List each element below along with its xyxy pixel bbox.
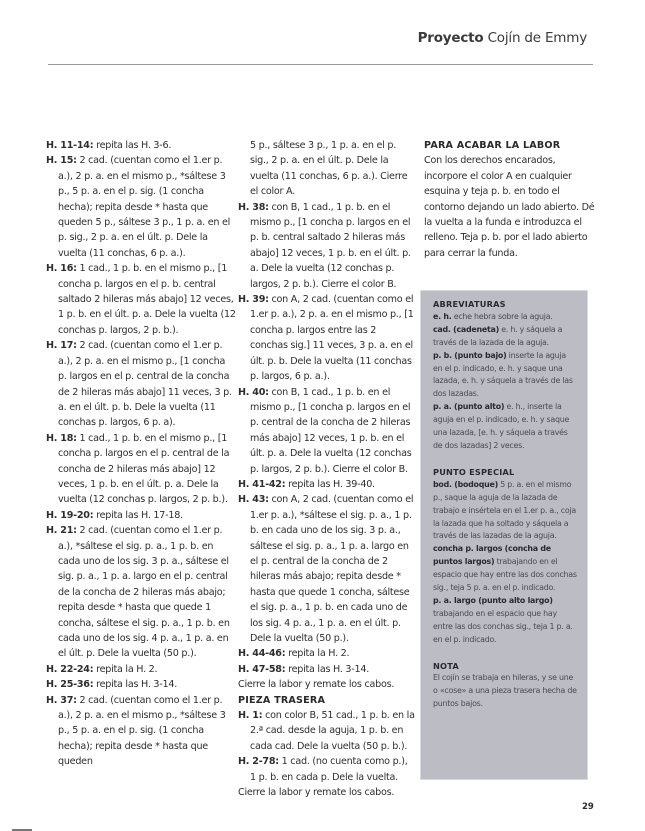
- page-number: 29: [582, 802, 594, 812]
- row-instruction: H. 1: con color B, 51 cad., 1 p. b. en la 2.ª cad. desde la aguja, 1 p. b. en cada cad. Dele la vuelta (50 p. b.).: [238, 710, 415, 752]
- special-stitch-entry: concha p. largos (concha de puntos largos) trabajando en el espacio que hay entre las dos conchas sig., teja 5 p. a. en el p. indicado.: [433, 544, 577, 593]
- row-instruction: H. 47-58: repita las H. 3-14.: [238, 663, 369, 675]
- row-instruction: H. 11-14: repita las H. 3-6.: [46, 140, 172, 151]
- row-instruction: H. 44-46: repita la H. 2.: [238, 648, 350, 660]
- note-heading: NOTA: [433, 660, 459, 671]
- header-title-bold: Proyecto: [417, 30, 484, 46]
- row-instruction: H. 16: 1 cad., 1 p. b. en el mismo p., [1 concha p. largos en el p. b. central saltado 2 hileras más abajo] 12 veces, 1 p. b. en el últ. p. a. Dele la vuelta (12 conchas p. largos, 2 p. b.).: [46, 263, 236, 336]
- row-instruction: H. 41-42: repita las H. 39-40.: [238, 478, 375, 490]
- row-instruction: H. 2-78: 1 cad. (no cuenta como p.), 1 p. b. en cada p. Dele la vuelta.: [238, 756, 408, 783]
- abbreviations-sidebar: [420, 290, 588, 780]
- special-stitch-heading: PUNTO ESPECIAL: [433, 466, 515, 477]
- corner-rule: [12, 829, 32, 831]
- spacer: [433, 647, 577, 660]
- special-stitch-entry: bod. (bodoque) 5 p. a. en el mismo p., saque la aguja de la lazada de trabajo e insértela en el 1.er p. a., coja la lazada que ha soltado y sáquela a través de las lazadas de la aguja.: [433, 479, 576, 541]
- row-instruction: H. 15: 2 cad. (cuentan como el 1.er p. a.), 2 p. a. en el mismo p., *sáltese 3 p., 5 p. a. en el p. sig. (1 concha hecha); repita desde * hasta que queden 5 p., sáltese 3 p., 1 p. a. en el p. sig., 2 p. a. en el últ. p. Dele la vuelta (11 conchas, 6 p. a.).: [46, 155, 231, 259]
- column-2-instructions: [238, 138, 416, 800]
- closing-instruction: Cierre la labor y remate los cabos.: [238, 679, 395, 691]
- row-instruction: H. 17: 2 cad. (cuentan como el 1.er p. a.), 2 p. a. en el mismo p., [1 concha p. largos en el p. central de la concha de 2 hileras más abajo] 11 veces, 3 p. a. en el últ. p. b. Dele la vuelta (11 conchas p. largos, 6 p. a).: [46, 340, 232, 429]
- header-title: [418, 30, 587, 46]
- row-instruction: H. 25-36: repita las H. 3-14.: [46, 679, 177, 691]
- row-instruction: H. 19-20: repita las H. 17-18.: [46, 509, 183, 521]
- special-stitch-entry: p. a. largo (punto alto largo) trabajando en el espacio que hay entre las dos conchas sig., teja 1 p. a. en el p. indicado.: [433, 595, 573, 644]
- back-piece-heading: PIEZA TRASERA: [238, 694, 326, 706]
- column-1-instructions: [46, 138, 236, 770]
- row-instruction: H. 43: con A, 2 cad. (cuentan como el 1.er p. a.), *sáltese el sig. p. a., 1 p. b. en cada uno de los sig. 3 p. a., sáltese el sig. p. a., 1 p. a. largo en el p. central de la concha de 2 hileras más abajo; repita desde * hasta que quede 1 concha, sáltese el sig. p. a., 1 p. b. en cada uno de los sig. 4 p. a., 1 p. a. en el últ. p. Dele la vuelta (50 p.).: [238, 494, 414, 644]
- note-text: El cojín se trabaja en hileras, y se une o «cose» a una pieza trasera hecha de puntos bajos.: [433, 673, 577, 709]
- row-instruction: H. 39: con A, 2 cad. (cuentan como el 1.er p. a.), 2 p. a. en el mismo p., [1 concha p. largos entre las 2 conchas sig.] 11 veces, 3 p. a. en el últ. p. b. Dele la vuelta (11 conchas p. largos, 6 p. a.).: [238, 294, 414, 383]
- back-piece-closing: Cierre la labor y remate los cabos.: [238, 787, 395, 799]
- row-instruction: H. 18: 1 cad., 1 p. b. en el mismo p., [1 concha p. largos en el p. central de la concha de 2 hileras más abajo] 12 veces, 1 p. b. en el últ. p. a. Dele la vuelta (12 conchas p. largos, 2 p. b.).: [46, 432, 230, 506]
- column-3-finishing: [424, 138, 596, 261]
- abbreviations-heading: ABREVIATURAS: [433, 299, 506, 309]
- row-instruction: H. 21: 2 cad. (cuentan como el 1.er p. a.), *sáltese el sig. p. a., 1 p. b. en cada uno de los sig. 3 p. a., sáltese el sig. p. a., 1 p. a. largo en el p. central de la concha de 2 hileras más abajo; repita desde * hasta que quede 1 concha, sáltese el sig. p. a., 1 p. b. en cada uno de los sig. 4 p. a., 1 p. a. en el últ. p. Dele la vuelta (50 p.).: [46, 525, 230, 660]
- row-continuation: 5 p., sáltese 3 p., 1 p. a. en el p. sig., 2 p. a. en el últ. p. Dele la vuelta (11 conchas, 6 p. a.). Cierre el color A.: [250, 140, 408, 198]
- header-title-project: Cojín de Emmy: [487, 30, 587, 46]
- finishing-heading: PARA ACABAR LA LABOR: [424, 140, 561, 151]
- row-instruction: H. 40: con B, 1 cad., 1 p. b. en el mismo p., [1 concha p. largos en el p. central de la concha de 2 hileras más abajo] 12 veces, 1 p. b. en el últ. p. a. Dele la vuelta (12 conchas p. largos, 2 p. b.). Cierre el color B.: [238, 386, 412, 475]
- abbreviation-entry: p. a. (punto alto) e. h., inserte la aguja en el p. indicado, e. h. y saque una lazada, [e. h. y sáquela a través de dos lazadas] 2 veces.: [433, 402, 570, 450]
- finishing-text: Con los derechos encarados, incorpore el color A en cualquier esquina y teja p. b. en todo el contorno dejando un lado abierto. Dé la vuelta a la funda e introduzca el relleno. Teja p. b. por el lado abierto para cerrar la funda.: [424, 155, 595, 259]
- row-instruction: H. 22-24: repita la H. 2.: [46, 663, 158, 675]
- abbreviation-entry: p. b. (punto bajo) inserte la aguja en el p. indicado, e. h. y saque una lazada, e. h. y sáquela a través de las dos lazadas.: [433, 350, 573, 399]
- running-header: [48, 30, 593, 65]
- abbreviation-entry: e. h. eche hebra sobre la aguja.: [433, 311, 553, 321]
- row-instruction: H. 38: con B, 1 cad., 1 p. b. en el mismo p., [1 concha p. largos en el p. b. central saltado 2 hileras más abajo] 12 veces, 1 p. b. en el últ. p. a. Dele la vuelta (12 conchas p. largos, 2 p. b.). Cierre el color B.: [238, 201, 411, 290]
- spacer: [433, 453, 577, 466]
- abbreviation-entry: cad. (cadeneta) e. h. y sáquela a través de la lazada de la aguja.: [433, 324, 563, 347]
- row-instruction: H. 37: 2 cad. (cuentan como el 1.er p. a.), 2 p. a. en el mismo p., *sáltese 3 p., 5 p. a. en el p. sig. (1 concha hecha); repita desde * hasta que queden: [46, 694, 226, 768]
